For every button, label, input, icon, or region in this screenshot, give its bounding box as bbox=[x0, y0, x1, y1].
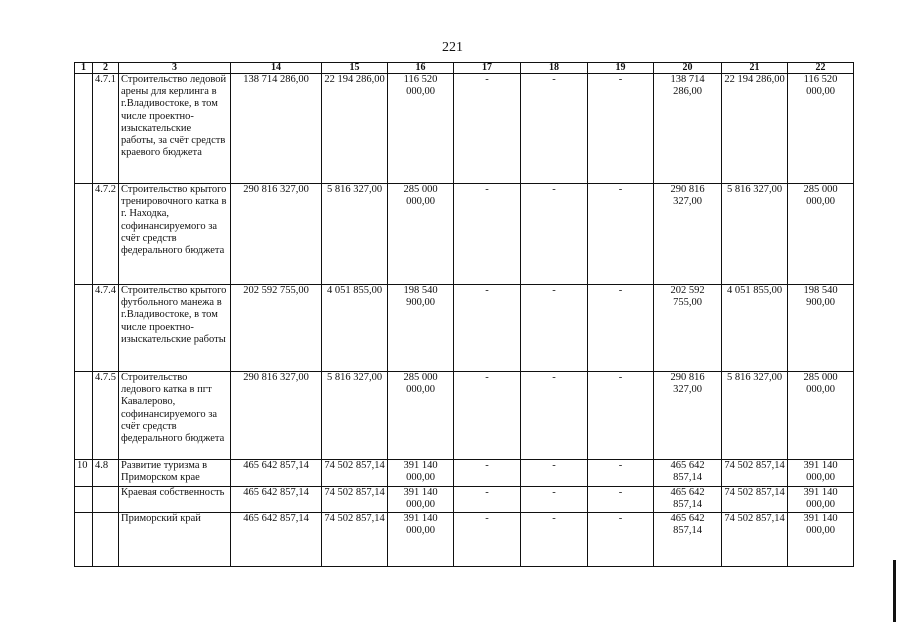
row-title: Строительство крытого футбольного манежа в г.Владивостоке, в том числе проектно-изыскательские работы bbox=[119, 285, 231, 372]
cell-col-19: - bbox=[588, 487, 654, 513]
cell-col-15: 4 051 855,00 bbox=[322, 285, 388, 372]
table-row bbox=[75, 487, 854, 513]
col-header: 3 bbox=[119, 63, 231, 74]
row-number bbox=[75, 285, 93, 372]
col-header: 18 bbox=[521, 63, 588, 74]
cell-col-22: 391 140 000,00 bbox=[788, 487, 854, 513]
cell-col-17: - bbox=[454, 372, 521, 460]
cell-col-17: - bbox=[454, 460, 521, 487]
col-header: 14 bbox=[231, 63, 322, 74]
cell-col-22: 285 000 000,00 bbox=[788, 184, 854, 285]
cell-col-14: 202 592 755,00 bbox=[231, 285, 322, 372]
cell-col-18: - bbox=[521, 74, 588, 184]
row-title: Краевая собственность bbox=[119, 487, 231, 513]
cell-col-22: 285 000 000,00 bbox=[788, 372, 854, 460]
cell-col-14: 465 642 857,14 bbox=[231, 487, 322, 513]
col-header: 22 bbox=[788, 63, 854, 74]
cell-col-20: 465 642 857,14 bbox=[654, 513, 722, 567]
row-code: 4.7.2 bbox=[93, 184, 119, 285]
row-number bbox=[75, 372, 93, 460]
row-title: Строительство ледового катка в пгт Кавалерово, софинансируемого за счёт средств федерального бюджета bbox=[119, 372, 231, 460]
row-number bbox=[75, 74, 93, 184]
row-code bbox=[93, 487, 119, 513]
scan-edge-bar bbox=[893, 560, 896, 622]
cell-col-19: - bbox=[588, 513, 654, 567]
cell-col-15: 5 816 327,00 bbox=[322, 184, 388, 285]
cell-col-21: 74 502 857,14 bbox=[722, 460, 788, 487]
row-code: 4.7.1 bbox=[93, 74, 119, 184]
cell-col-21: 22 194 286,00 bbox=[722, 74, 788, 184]
cell-col-20: 465 642 857,14 bbox=[654, 460, 722, 487]
cell-col-17: - bbox=[454, 184, 521, 285]
table-row bbox=[75, 513, 854, 567]
table-row bbox=[75, 184, 854, 285]
cell-col-14: 290 816 327,00 bbox=[231, 184, 322, 285]
col-header: 1 bbox=[75, 63, 93, 74]
header-row bbox=[75, 63, 854, 74]
cell-col-19: - bbox=[588, 285, 654, 372]
table-row bbox=[75, 460, 854, 487]
row-code: 4.7.5 bbox=[93, 372, 119, 460]
cell-col-15: 74 502 857,14 bbox=[322, 460, 388, 487]
col-header: 21 bbox=[722, 63, 788, 74]
cell-col-22: 198 540 900,00 bbox=[788, 285, 854, 372]
cell-col-22: 116 520 000,00 bbox=[788, 74, 854, 184]
cell-col-16: 391 140 000,00 bbox=[388, 513, 454, 567]
col-header: 20 bbox=[654, 63, 722, 74]
cell-col-17: - bbox=[454, 74, 521, 184]
cell-col-20: 138 714 286,00 bbox=[654, 74, 722, 184]
row-title: Строительство крытого тренировочного катка в г. Находка, софинансируемого за счёт средств федерального бюджета bbox=[119, 184, 231, 285]
cell-col-14: 290 816 327,00 bbox=[231, 372, 322, 460]
table-row bbox=[75, 285, 854, 372]
cell-col-18: - bbox=[521, 487, 588, 513]
cell-col-21: 74 502 857,14 bbox=[722, 513, 788, 567]
row-code bbox=[93, 513, 119, 567]
cell-col-17: - bbox=[454, 487, 521, 513]
cell-col-22: 391 140 000,00 bbox=[788, 460, 854, 487]
cell-col-19: - bbox=[588, 74, 654, 184]
cell-col-18: - bbox=[521, 184, 588, 285]
row-code: 4.7.4 bbox=[93, 285, 119, 372]
row-number bbox=[75, 184, 93, 285]
cell-col-20: 202 592 755,00 bbox=[654, 285, 722, 372]
col-header: 15 bbox=[322, 63, 388, 74]
cell-col-16: 285 000 000,00 bbox=[388, 184, 454, 285]
row-title: Приморский край bbox=[119, 513, 231, 567]
row-title: Развитие туризма в Приморском крае bbox=[119, 460, 231, 487]
cell-col-21: 4 051 855,00 bbox=[722, 285, 788, 372]
row-number bbox=[75, 513, 93, 567]
cell-col-21: 5 816 327,00 bbox=[722, 184, 788, 285]
cell-col-18: - bbox=[521, 372, 588, 460]
cell-col-16: 198 540 900,00 bbox=[388, 285, 454, 372]
col-header: 17 bbox=[454, 63, 521, 74]
cell-col-18: - bbox=[521, 513, 588, 567]
row-number bbox=[75, 487, 93, 513]
cell-col-14: 465 642 857,14 bbox=[231, 460, 322, 487]
row-number: 10 bbox=[75, 460, 93, 487]
cell-col-16: 116 520 000,00 bbox=[388, 74, 454, 184]
row-code: 4.8 bbox=[93, 460, 119, 487]
cell-col-20: 465 642 857,14 bbox=[654, 487, 722, 513]
cell-col-19: - bbox=[588, 372, 654, 460]
cell-col-15: 22 194 286,00 bbox=[322, 74, 388, 184]
cell-col-20: 290 816 327,00 bbox=[654, 184, 722, 285]
cell-col-21: 74 502 857,14 bbox=[722, 487, 788, 513]
cell-col-16: 285 000 000,00 bbox=[388, 372, 454, 460]
table-row bbox=[75, 74, 854, 184]
cell-col-16: 391 140 000,00 bbox=[388, 487, 454, 513]
cell-col-14: 138 714 286,00 bbox=[231, 74, 322, 184]
cell-col-15: 74 502 857,14 bbox=[322, 513, 388, 567]
cell-col-16: 391 140 000,00 bbox=[388, 460, 454, 487]
cell-col-21: 5 816 327,00 bbox=[722, 372, 788, 460]
cell-col-19: - bbox=[588, 460, 654, 487]
cell-col-17: - bbox=[454, 513, 521, 567]
row-title: Строительство ледовой арены для керлинга в г.Владивостоке, в том числе проектно-изыскательские работы, за счёт средств краевого бюджета bbox=[119, 74, 231, 184]
col-header: 19 bbox=[588, 63, 654, 74]
table-row bbox=[75, 372, 854, 460]
cell-col-15: 74 502 857,14 bbox=[322, 487, 388, 513]
cell-col-18: - bbox=[521, 285, 588, 372]
col-header: 2 bbox=[93, 63, 119, 74]
cell-col-22: 391 140 000,00 bbox=[788, 513, 854, 567]
cell-col-19: - bbox=[588, 184, 654, 285]
cell-col-17: - bbox=[454, 285, 521, 372]
cell-col-14: 465 642 857,14 bbox=[231, 513, 322, 567]
budget-table bbox=[74, 62, 854, 567]
cell-col-20: 290 816 327,00 bbox=[654, 372, 722, 460]
cell-col-18: - bbox=[521, 460, 588, 487]
cell-col-15: 5 816 327,00 bbox=[322, 372, 388, 460]
col-header: 16 bbox=[388, 63, 454, 74]
page-number: 221 bbox=[442, 40, 463, 55]
